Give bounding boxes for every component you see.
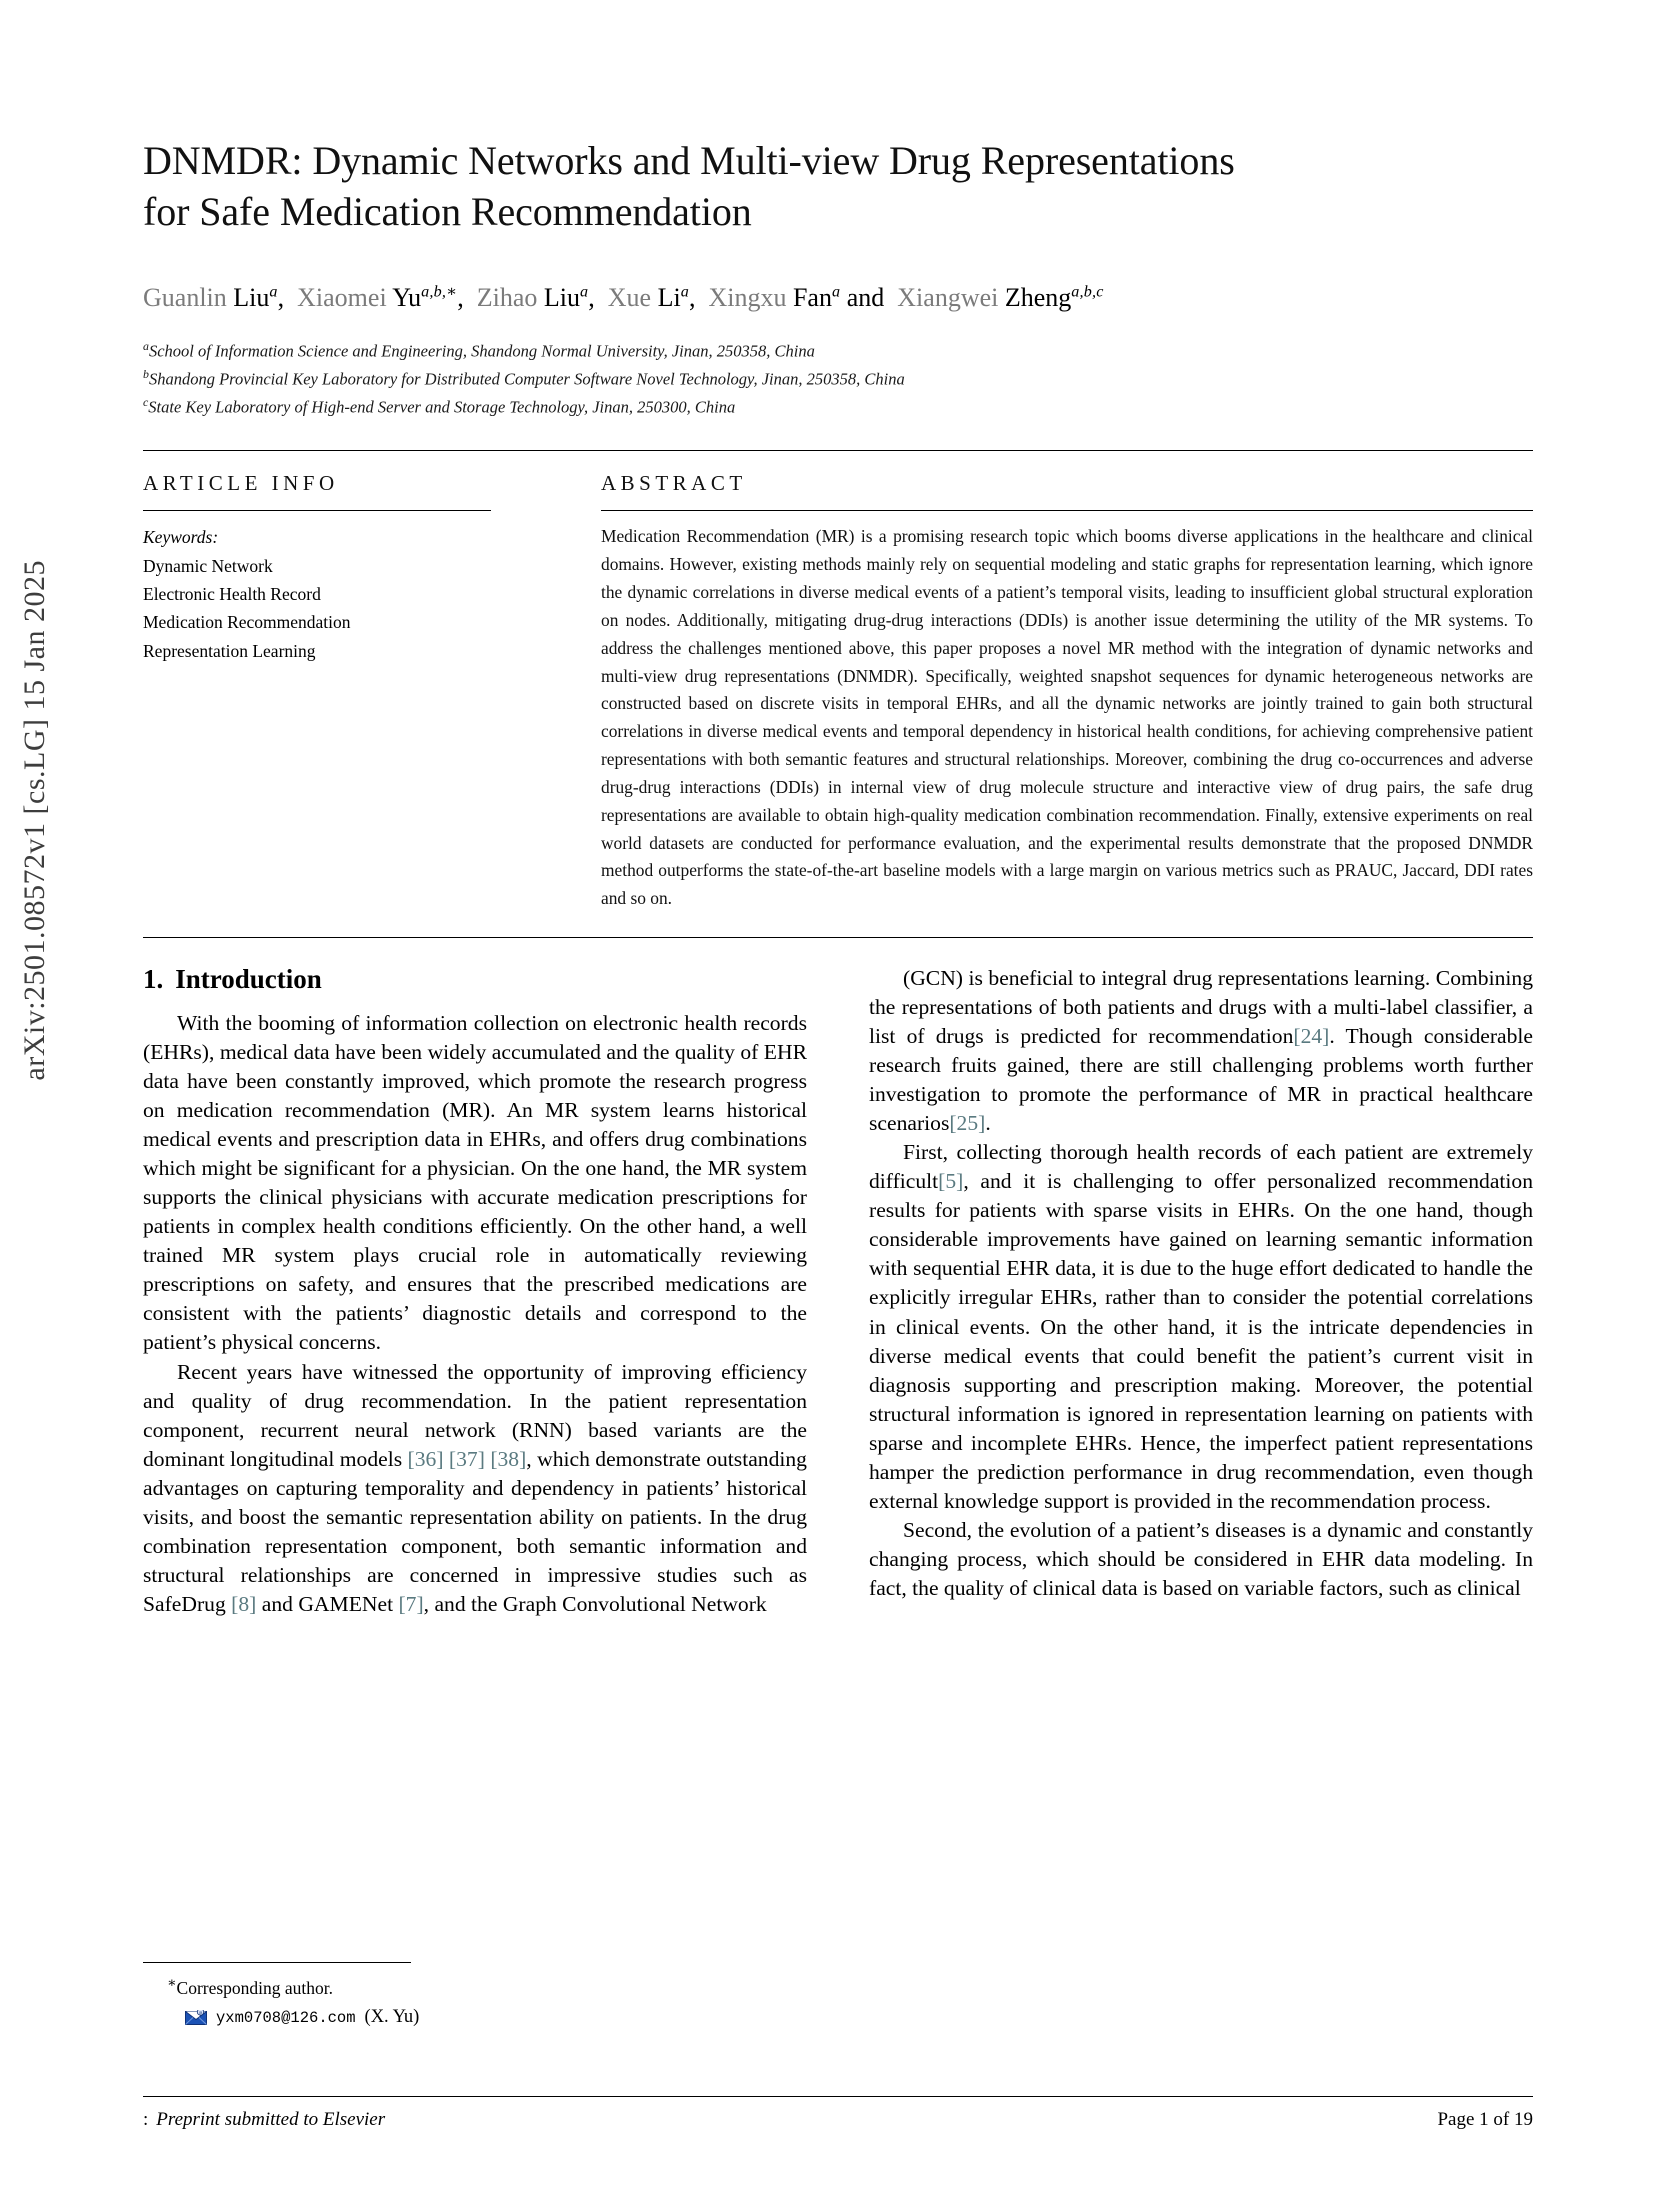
author-family-name: Liu (543, 283, 580, 313)
title-line-1: DNMDR: Dynamic Networks and Multi-view Drug Representations (143, 138, 1235, 183)
body-separator-rule (143, 937, 1533, 938)
citation-link[interactable]: [8] (231, 1591, 257, 1616)
intro-right-paragraph: First, collecting thorough health records of each patient are extremely difficult[5], and it is challenging to offer personalized recommendation results for patients with sparse visits in EHRs. On the one hand, though considerable improvements have gained on learning semantic information with sequential EHR data, it is due to the huge effort dedicated to handle the explicitly irregular EHRs, rather than to consider the potential correlations in clinical events. On the other hand, it is the intricate dependencies in diverse medical events that could benefit the patient’s current visit in diagnosis supporting and prescription making. Moreover, the potential structural information is ignored in representation learning on patients with sparse and incomplete EHRs. Hence, the imperfect patient representations hamper the prediction performance in drug recommendation, even though external knowledge support is provided in the recommendation process. (869, 1140, 1533, 1513)
footnote-marker: ∗ (167, 1976, 177, 1991)
abstract-rule (601, 510, 1533, 511)
article-info-block (143, 471, 543, 913)
citation-link[interactable]: [24] (1293, 1024, 1330, 1049)
author-separator: , (277, 283, 298, 313)
citation-link[interactable]: [38] (490, 1446, 527, 1471)
citation-link[interactable]: [25] (949, 1111, 986, 1136)
author-family-name: Fan (792, 283, 832, 313)
footnote-block (143, 1962, 807, 2028)
author-6 (897, 283, 1110, 312)
author-given-name: Guanlin (143, 283, 234, 313)
author-separator: and (840, 283, 898, 313)
author-family-name: Liu (233, 283, 270, 313)
affiliation-text: School of Information Science and Engineering, Shandong Normal University, Jinan, 250358, China (148, 341, 815, 361)
author-affiliation-marker: a (831, 283, 841, 301)
paper-content (143, 0, 1533, 2205)
page-footer (143, 2096, 1533, 2131)
abstract-text: Medication Recommendation (MR) is a promising research topic which booms diverse applications in the healthcare and clinical domains. However, existing methods mainly rely on sequential modeling and static graphs for representation learning, which ignore the dynamic correlations in diverse medical events of a patient’s temporal visits, leading to insufficient global structural exploration on nodes. Additionally, mitigating drug-drug interactions (DDIs) is another issue determining the utility of the MR systems. To address the challenges mentioned above, this paper proposes a novel MR method with the integration of dynamic networks and multi-view drug representations (DNMDR). Specifically, weighted snapshot sequences for dynamic heterogeneous networks are constructed based on discrete visits in temporal EHRs, and all the dynamic networks are jointly trained to gain both structural correlations in diverse medical events and temporal dependency in historical health conditions, for achieving comprehensive patient representations with both semantic features and structural relationships. Moreover, combining the drug co-occurrences and adverse drug-drug interactions (DDIs) in internal view of drug molecule structure and interactive view of drug pairs, the safe drug representations are available to obtain high-quality medication combination recommendation. Finally, extensive experiments on real world datasets are conducted for performance evaluation, and the experimental results demonstrate that the proposed DNMDR method outperforms the state-of-the-art baseline models with a large margin on various metrics such as PRAUC, Jaccard, DDI rates and so on. (601, 526, 1533, 909)
preprint-note (143, 2109, 385, 2131)
citation-link[interactable]: [36] (407, 1446, 444, 1471)
author-family-name: Yu (392, 283, 422, 313)
contact-email-row (143, 2007, 807, 2028)
author-given-name: Xiangwei (897, 283, 1005, 313)
envelope-icon (185, 2010, 207, 2025)
article-info-rule (143, 510, 491, 511)
contact-email-owner: (X. Yu) (364, 2007, 420, 2028)
author-affiliation-marker: a,b,c (1071, 283, 1104, 301)
info-abstract-band (143, 450, 1533, 913)
affiliation-marker: a (143, 339, 149, 354)
author-given-name: Xiaomei (297, 283, 393, 313)
citation-link[interactable]: [37] (448, 1446, 485, 1471)
author-separator: , (588, 283, 608, 313)
author-affiliation-marker: a (680, 283, 689, 301)
author-affiliation-marker: a (580, 283, 589, 301)
preprint-note-text: Preprint submitted to Elsevier (156, 2109, 386, 2130)
page-footer-row (143, 2109, 1533, 2131)
section-title: Introduction (175, 964, 322, 995)
author-4 (608, 283, 709, 312)
citation-link[interactable]: [5] (938, 1169, 964, 1194)
footer-colon: : (143, 2109, 149, 2130)
author-given-name: Zihao (476, 283, 544, 313)
author-given-name: Xingxu (708, 283, 793, 313)
author-affiliation-marker: a,b,∗ (421, 283, 458, 301)
corresponding-author-note (143, 1973, 807, 2001)
svg-text:@: @ (199, 2011, 202, 2017)
abstract-heading: ABSTRACT (601, 471, 747, 496)
affiliation-marker: c (143, 394, 149, 409)
author-separator: , (457, 283, 477, 313)
author-5 (708, 283, 897, 312)
author-separator (1104, 283, 1111, 312)
intro-left-paragraph: Recent years have witnessed the opportunity of improving efficiency and quality of drug recommendation. In the patient representation component, recurrent neural network (RNN) based variants are the dominant longitudinal models [36] [37] [38], which demonstrate outstanding advantages on capturing temporality and dependency in patients’ historical visits, and boost the semantic representation ability on patients. In the drug combination representation component, both semantic information and structural relationships are concerned in impressive studies such as SafeDrug [8] and GAMENet [7], and the Graph Convolutional Network (143, 1359, 807, 1616)
keywords-label: Keywords: (143, 527, 219, 548)
page-number: Page 1 of 19 (1437, 2109, 1533, 2130)
body-column-left (143, 964, 807, 1619)
corresponding-author-text: Corresponding author. (176, 1977, 334, 1998)
keyword-item: Electronic Health Record (143, 584, 321, 605)
intro-right-paragraph: (GCN) is beneficial to integral drug representations learning. Combining the representations of both patients and drugs with a multi-label classifier, a list of drugs is predicted for recommendation[24]. Though considerable research fruits gained, there are still challenging problems worth further investigation to promote the performance of MR in practical healthcare scenarios[25]. (869, 966, 1533, 1136)
intro-left-paragraphs (143, 1009, 807, 1619)
affiliation-b (143, 365, 1533, 393)
author-list (143, 281, 1533, 315)
citation-link[interactable]: [7] (398, 1591, 424, 1616)
abstract-block (543, 471, 1533, 913)
intro-right-paragraph: Second, the evolution of a patient’s diseases is a dynamic and constantly changing process, which should be considered in EHR data modeling. In fact, the quality of clinical data is based on variable factors, such as clinical (869, 1517, 1533, 1600)
arxiv-stamp: arXiv:2501.08572v1 [cs.LG] 15 Jan 2025 (18, 560, 51, 1081)
author-family-name: Zheng (1004, 283, 1072, 313)
affiliation-a (143, 337, 1533, 365)
affiliation-text: State Key Laboratory of High-end Server and Storage Technology, Jinan, 250300, China (148, 397, 736, 417)
body-columns (143, 964, 1533, 1619)
page-footer-rule (143, 2096, 1533, 2097)
intro-right-paragraphs (869, 964, 1533, 1603)
section-number: 1. (143, 964, 164, 995)
article-info-heading: ARTICLE INFO (143, 471, 339, 496)
keyword-item: Dynamic Network (143, 555, 273, 576)
intro-left-paragraph: With the booming of information collection on electronic health records (EHRs), medical data have been widely accumulated and the quality of EHR data have been constantly improved, which promote the research progress on medication recommendation (MR). An MR system learns historical medical events and prescription data in EHRs, and offers drug combinations which might be significant for a physician. On the one hand, the MR system supports the clinical physicians with accurate medication prescriptions for patients in complex health conditions efficiently. On the other hand, a well trained MR system plays crucial role in automatically reviewing prescriptions on safety, and ensures that the prescribed medications are consistent with the patients’ diagnostic details and correspond to the patient’s physical concerns. (143, 1011, 807, 1355)
author-1 (143, 283, 297, 312)
keyword-list (143, 552, 543, 665)
author-family-name: Li (657, 283, 681, 313)
affiliation-c (143, 393, 1533, 421)
body-column-right (869, 964, 1533, 1619)
author-separator: , (688, 283, 709, 313)
keyword-item: Medication Recommendation (143, 612, 351, 633)
author-affiliation-marker: a (269, 283, 278, 301)
section-heading-introduction (143, 964, 807, 995)
affiliation-text: Shandong Provincial Key Laboratory for Distributed Computer Software Novel Technology, Jinan, 250358, China (148, 369, 905, 389)
affiliation-marker: b (143, 366, 149, 381)
author-2 (297, 283, 477, 312)
author-3 (477, 283, 608, 312)
contact-email-address[interactable]: yxm0708@126.com (216, 2008, 356, 2027)
footnote-rule (143, 1962, 411, 1963)
title-line-2: for Safe Medication Recommendation (143, 189, 752, 235)
page-title (143, 0, 1533, 237)
affiliation-list (143, 337, 1533, 420)
keyword-item: Representation Learning (143, 640, 316, 661)
author-given-name: Xue (607, 283, 658, 313)
